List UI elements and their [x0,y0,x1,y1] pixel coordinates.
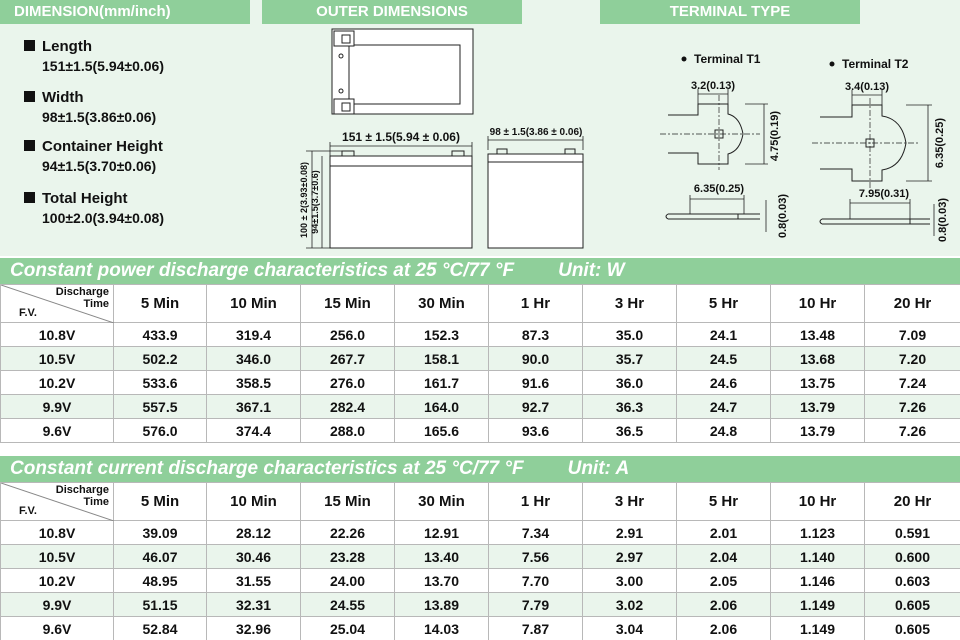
value-cell: 24.8 [677,419,771,443]
terminal-t2-top-view [812,98,918,188]
value-cell: 36.5 [583,419,677,443]
value-cell: 13.79 [771,395,865,419]
value-cell: 2.91 [583,521,677,545]
value-cell: 533.6 [114,371,207,395]
value-cell: 288.0 [301,419,395,443]
value-cell: 152.3 [395,323,489,347]
column-header: 20 Hr [865,285,960,323]
terminal-drawings [0,0,960,256]
current-discharge-section [0,456,960,640]
value-cell: 92.7 [489,395,583,419]
terminal-type-header: TERMINAL TYPE [600,0,860,24]
table-corner-header [1,483,114,521]
value-cell: 24.1 [677,323,771,347]
value-cell: 3.02 [583,593,677,617]
column-header: 1 Hr [489,285,583,323]
column-header: 1 Hr [489,483,583,521]
value-cell: 2.04 [677,545,771,569]
value-cell: 7.79 [489,593,583,617]
fv-cell: 10.2V [1,371,114,395]
fv-cell: 9.9V [1,593,114,617]
value-cell: 87.3 [489,323,583,347]
terminal-t1-top-width: 3.2(0.13) [690,80,736,92]
value-cell: 32.31 [207,593,301,617]
value-cell: 31.55 [207,569,301,593]
dimension-value: 94±1.5(3.70±0.06) [42,158,157,174]
value-cell: 28.12 [207,521,301,545]
value-cell: 24.5 [677,347,771,371]
fv-label: F.V. [19,307,37,319]
dimension-name: Width [42,89,84,106]
value-cell: 7.56 [489,545,583,569]
power-table-body [1,285,960,443]
table-row [1,323,960,347]
power-section-title [0,258,960,284]
terminal-t1-height: 4.75(0.19) [769,110,781,162]
value-cell: 374.4 [207,419,301,443]
dimension-header: DIMENSION(mm/inch) [0,0,250,24]
column-header: 5 Min [114,285,207,323]
value-cell: 12.91 [395,521,489,545]
value-cell: 276.0 [301,371,395,395]
value-cell: 319.4 [207,323,301,347]
dimension-name: Total Height [42,190,128,207]
column-header: 5 Hr [677,285,771,323]
terminal-t2-height: 6.35(0.25) [934,117,946,169]
value-cell: 32.96 [207,617,301,640]
value-cell: 1.149 [771,617,865,640]
value-cell: 2.06 [677,617,771,640]
value-cell: 2.97 [583,545,677,569]
value-cell: 0.603 [865,569,960,593]
value-cell: 13.75 [771,371,865,395]
terminal-t2-length: 7.95(0.31) [858,188,910,200]
value-cell: 13.89 [395,593,489,617]
bullet-dot-icon [830,62,835,67]
discharge-label: Discharge [55,484,109,496]
value-cell: 1.123 [771,521,865,545]
outer-length-label: 151 ± 1.5(5.94 ± 0.06) [342,130,460,144]
value-cell: 3.00 [583,569,677,593]
value-cell: 24.55 [301,593,395,617]
value-cell: 3.04 [583,617,677,640]
column-header: 30 Min [395,483,489,521]
table-row [1,521,960,545]
column-header: 5 Min [114,483,207,521]
value-cell: 23.28 [301,545,395,569]
fv-cell: 10.8V [1,521,114,545]
fv-cell: 10.5V [1,545,114,569]
value-cell: 13.79 [771,419,865,443]
value-cell: 164.0 [395,395,489,419]
dimension-value: 151±1.5(5.94±0.06) [42,58,165,74]
value-cell: 24.6 [677,371,771,395]
dimension-panel [0,0,960,256]
table-row [1,569,960,593]
value-cell: 13.40 [395,545,489,569]
table-row [1,371,960,395]
table-row [1,617,960,640]
dimension-name: Length [42,38,92,55]
value-cell: 1.140 [771,545,865,569]
value-cell: 256.0 [301,323,395,347]
value-cell: 52.84 [114,617,207,640]
column-header: 3 Hr [583,285,677,323]
table-row [1,593,960,617]
value-cell: 282.4 [301,395,395,419]
time-label: Time [83,298,109,310]
value-cell: 13.68 [771,347,865,371]
table-corner-header [1,285,114,323]
value-cell: 35.7 [583,347,677,371]
column-header: 3 Hr [583,483,677,521]
value-cell: 2.01 [677,521,771,545]
value-cell: 39.09 [114,521,207,545]
value-cell: 35.0 [583,323,677,347]
table-row [1,395,960,419]
dimension-value: 98±1.5(3.86±0.06) [42,109,157,125]
outer-width-label: 98 ± 1.5(3.86 ± 0.06) [489,127,583,138]
time-label: Time [83,496,109,508]
value-cell: 22.26 [301,521,395,545]
fv-label: F.V. [19,505,37,517]
value-cell: 557.5 [114,395,207,419]
value-cell: 165.6 [395,419,489,443]
value-cell: 267.7 [301,347,395,371]
value-cell: 0.605 [865,593,960,617]
terminal-t2-top-width: 3.4(0.13) [844,81,890,93]
value-cell: 7.26 [865,419,960,443]
value-cell: 36.3 [583,395,677,419]
value-cell: 25.04 [301,617,395,640]
terminal-t1-thickness: 0.8(0.03) [777,193,789,239]
value-cell: 0.591 [865,521,960,545]
terminal-t2-thickness: 0.8(0.03) [937,197,949,243]
value-cell: 90.0 [489,347,583,371]
table-header-row [1,285,960,323]
value-cell: 13.48 [771,323,865,347]
bullet-dot-icon [682,57,687,62]
power-title-text: Constant power discharge characteristics at 25 °C/77 °F [10,260,515,281]
terminal-t1-side-view [666,214,760,219]
value-cell: 7.24 [865,371,960,395]
value-cell: 30.46 [207,545,301,569]
value-cell: 2.06 [677,593,771,617]
dimension-name: Container Height [42,138,163,155]
current-section-title [0,456,960,482]
value-cell: 7.87 [489,617,583,640]
value-cell: 1.146 [771,569,865,593]
table-row [1,419,960,443]
current-unit: Unit: A [567,458,630,479]
outer-container-height-label: 94±1.5(3.7±0.6) [310,170,320,234]
value-cell: 24.7 [677,395,771,419]
value-cell: 36.0 [583,371,677,395]
column-header: 15 Min [301,285,395,323]
column-header: 30 Min [395,285,489,323]
value-cell: 433.9 [114,323,207,347]
value-cell: 158.1 [395,347,489,371]
terminal-t1-top-view [660,95,760,170]
fv-cell: 9.6V [1,419,114,443]
discharge-label: Discharge [55,286,109,298]
fv-cell: 10.5V [1,347,114,371]
current-title-text: Constant current discharge characteristics at 25 °C/77 °F [10,458,524,479]
power-discharge-section [0,258,960,443]
current-discharge-table [0,482,960,640]
power-discharge-table [0,284,960,443]
value-cell: 7.34 [489,521,583,545]
column-header: 10 Min [207,483,301,521]
value-cell: 576.0 [114,419,207,443]
outer-dimensions-header: OUTER DIMENSIONS [262,0,522,24]
dimension-value: 100±2.0(3.94±0.08) [42,210,165,226]
value-cell: 7.09 [865,323,960,347]
value-cell: 0.600 [865,545,960,569]
table-row [1,347,960,371]
terminal-t2-side-view [820,219,930,224]
table-header-row [1,483,960,521]
column-header: 10 Min [207,285,301,323]
power-unit: Unit: W [558,260,625,281]
column-header: 10 Hr [771,285,865,323]
value-cell: 358.5 [207,371,301,395]
value-cell: 346.0 [207,347,301,371]
value-cell: 93.6 [489,419,583,443]
value-cell: 48.95 [114,569,207,593]
value-cell: 91.6 [489,371,583,395]
column-header: 10 Hr [771,483,865,521]
value-cell: 7.26 [865,395,960,419]
fv-cell: 9.6V [1,617,114,640]
value-cell: 7.70 [489,569,583,593]
value-cell: 502.2 [114,347,207,371]
value-cell: 367.1 [207,395,301,419]
value-cell: 161.7 [395,371,489,395]
terminal-t1-length: 6.35(0.25) [693,183,745,195]
fv-cell: 9.9V [1,395,114,419]
terminal-t1-title: Terminal T1 [694,52,761,66]
column-header: 15 Min [301,483,395,521]
current-table-body [1,483,960,640]
value-cell: 51.15 [114,593,207,617]
value-cell: 2.05 [677,569,771,593]
fv-cell: 10.2V [1,569,114,593]
value-cell: 0.605 [865,617,960,640]
value-cell: 46.07 [114,545,207,569]
table-row [1,545,960,569]
value-cell: 14.03 [395,617,489,640]
column-header: 20 Hr [865,483,960,521]
outer-total-height-label: 100 ± 2(3.93±0.08) [299,162,309,238]
value-cell: 24.00 [301,569,395,593]
fv-cell: 10.8V [1,323,114,347]
value-cell: 7.20 [865,347,960,371]
terminal-t2-title: Terminal T2 [842,57,909,71]
value-cell: 1.149 [771,593,865,617]
value-cell: 13.70 [395,569,489,593]
column-header: 5 Hr [677,483,771,521]
